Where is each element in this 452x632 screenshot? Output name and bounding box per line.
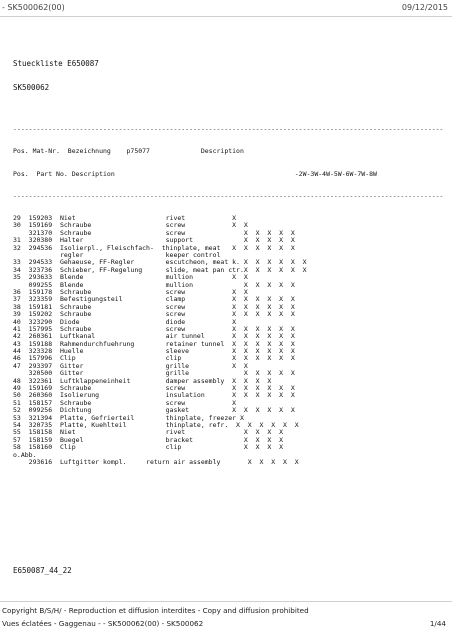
table-row: o.Abb. — [13, 450, 37, 459]
table-row: 48 322361 Luftklappeneinheit damper assembly X X X X — [13, 376, 272, 385]
table-row: 53 321394 Platte, Gefrierteil thinplate, freezer X — [13, 413, 244, 422]
footer-copyright: Copyright B/S/H/ - Reproduction et diffusion interdites - Copy and diffusion prohibited — [2, 606, 309, 615]
drawing-code: E650087_44_22 — [13, 566, 72, 575]
table-row: 37 323359 Befestigungsteil clamp X X X X X X — [13, 295, 295, 304]
table-row: 099255 Blende mullion X X X X X — [13, 280, 295, 289]
column-header-german: Pos. Mat-Nr. Bezeichnung p75077 Description — [13, 147, 244, 156]
header-left-doc-id: - SK500062(00) — [2, 3, 65, 12]
table-row: 42 260361 Luftkanal air tunnel X X X X X X — [13, 332, 295, 341]
footer-source: Vues éclatées - Gaggenau - - SK500062(00) - SK500062 — [2, 619, 204, 628]
table-row: 54 320735 Platte, Kuehlteil thinplate, refr. X X X X X X — [13, 421, 299, 429]
spacer — [13, 106, 447, 111]
table-row: 293616 Luftgitter kompl. return air assembly X X X X X — [13, 457, 299, 466]
dash-rule-top: -------------------------------------------------------------------------------------------------------------- — [13, 126, 444, 134]
table-row: 52 099256 Dichtung gasket X X X X X X — [13, 406, 295, 415]
footer-divider — [0, 601, 452, 602]
table-row: 50 260360 Isolierung insulation X X X X X X — [13, 391, 295, 400]
page-number: 1/44 — [429, 619, 446, 628]
table-row: 35 293633 Blende mullion X X — [13, 273, 248, 282]
header-divider — [0, 16, 452, 17]
table-row: 58 158160 Clip clip X X X X — [13, 443, 284, 452]
parts-list-document — [13, 44, 447, 474]
document-subtitle: SK500062 — [13, 82, 50, 92]
table-row: 44 323328 Huelle sleeve X X X X X X — [13, 347, 295, 356]
table-row: 34 323736 Schieber, FF-Regelung slide, meat pan ctr.X X X X X X — [13, 265, 307, 274]
table-row: 31 320380 Halter support X X X X X — [13, 236, 295, 245]
table-row: 33 294533 Gehaeuse, FF-Regler escutcheon, meat k. X X X X X X — [13, 258, 307, 267]
table-row: 40 323290 Diode diode X — [13, 317, 237, 326]
parts-table — [13, 215, 447, 466]
document-title: Stueckliste E650087 — [13, 58, 99, 68]
table-row: regler keeper control — [13, 251, 221, 260]
table-row: 47 293397 Gitter grille X X — [13, 361, 248, 370]
table-row: 43 159188 Rahmendurchfuehrung retainer tunnel X X X X X X — [13, 339, 295, 348]
table-row: 55 158158 Niet rivet X X X X — [13, 428, 284, 437]
table-row: 46 157996 Clip clip X X X X X X — [13, 354, 295, 363]
table-row: 51 158157 Schraube screw X — [13, 398, 237, 407]
table-row: 38 159181 Schraube screw X X X X X X — [13, 302, 295, 311]
table-row: 29 159203 Niet rivet X — [13, 214, 237, 223]
table-row: 30 159169 Schraube screw X X — [13, 221, 248, 230]
table-row: 39 159202 Schraube screw X X X X X X — [13, 310, 295, 319]
table-row: 32 294536 Isolierpl., Fleischfach- thinplate, meat X X X X X X — [13, 243, 295, 252]
table-row: 320500 Gitter grille X X X X X — [13, 369, 295, 378]
table-row: 321370 Schraube screw X X X X X — [13, 228, 295, 237]
table-row: 36 159178 Schraube screw X X — [13, 287, 248, 296]
table-row: 57 158159 Buegel bracket X X X X — [13, 435, 284, 444]
header-date: 09/12/2015 — [401, 3, 448, 12]
table-row: 41 157995 Schraube screw X X X X X X — [13, 324, 295, 333]
dash-rule-bottom: -------------------------------------------------------------------------------------------------------------- — [13, 192, 444, 200]
column-header-english: Pos. Part No. Description -2W-3W-4W-5W-6W-7W-8W — [13, 169, 377, 178]
table-row: 49 159169 Schraube screw X X X X X X — [13, 384, 295, 393]
